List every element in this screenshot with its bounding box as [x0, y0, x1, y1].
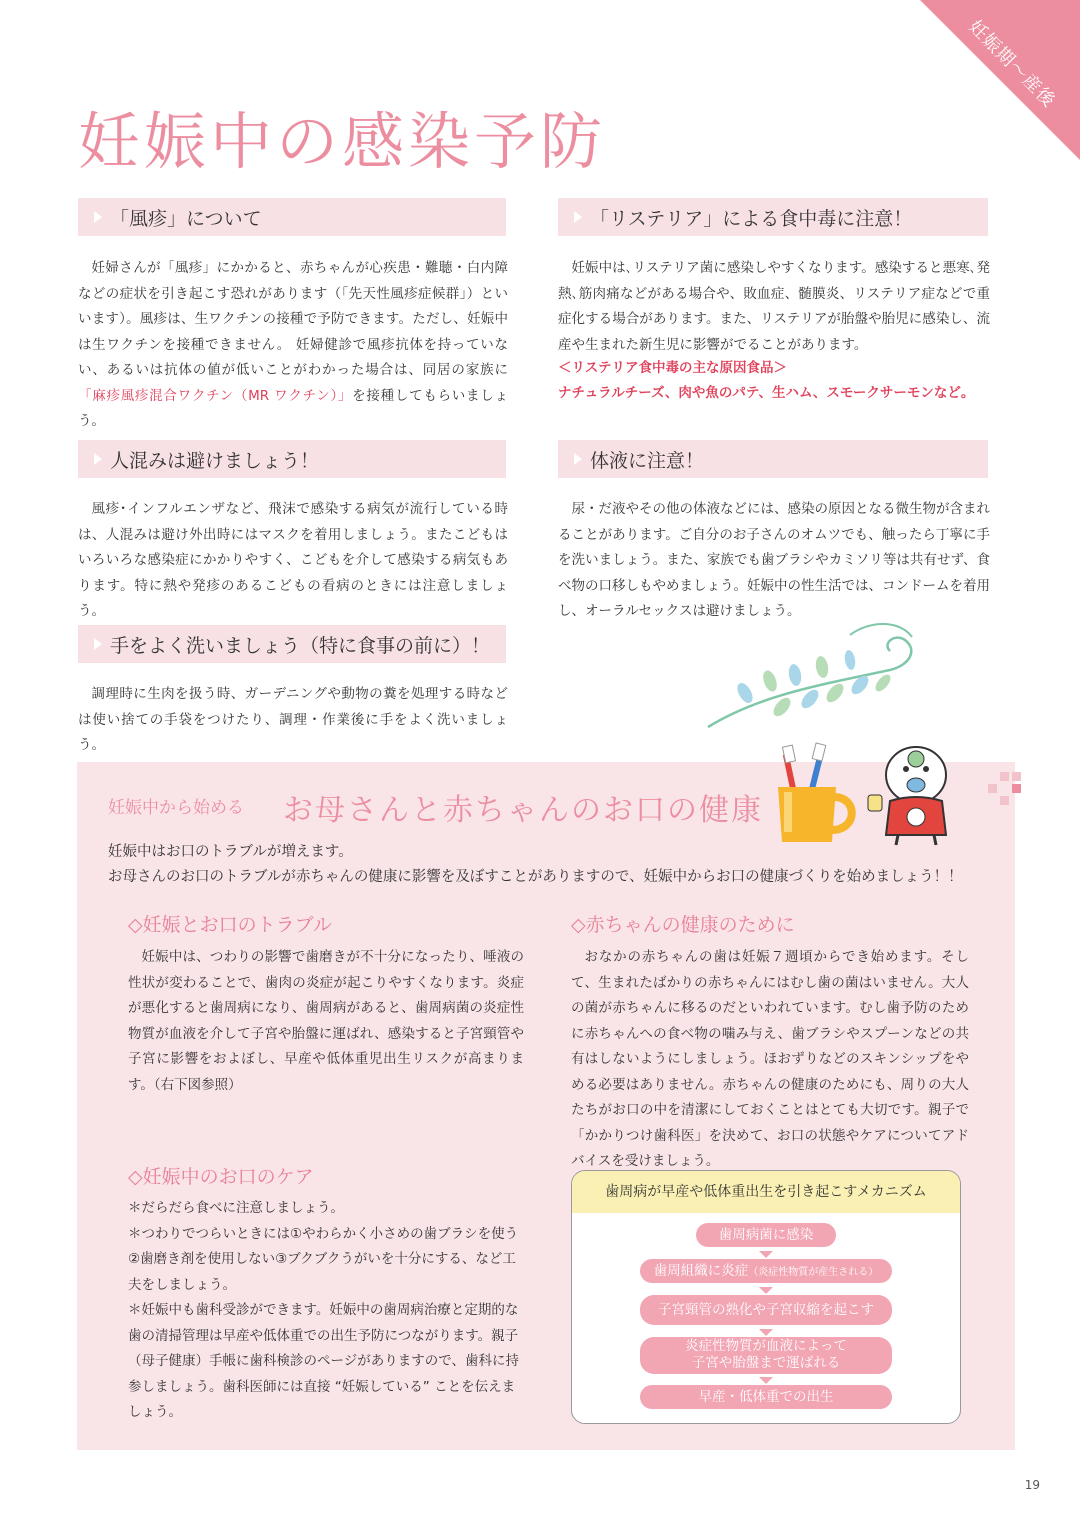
mechanism-step-4-line-1: 炎症性物質が血液によって	[685, 1338, 847, 1354]
oral-title: お母さんと赤ちゃんのお口の健康	[283, 793, 763, 828]
mechanism-step-5: 早産・低体重での出生	[640, 1385, 892, 1409]
listeria-foods-label: ＜リステリア食中毒の主な原因食品＞	[558, 360, 787, 376]
section-heading-text: 人混みは避けましょう！	[110, 449, 320, 472]
oral-lead: 妊娠中から始める	[108, 798, 244, 818]
triangle-bullet-icon	[94, 638, 102, 650]
mechanism-step-2	[640, 1259, 892, 1283]
section-heading-fluids	[558, 440, 988, 478]
triangle-bullet-icon	[574, 211, 582, 223]
rubella-text-end: を接種してもらいましょう。	[78, 387, 509, 429]
mechanism-step-4	[640, 1337, 892, 1374]
mechanism-step-2-note: （炎症性物質が産生される）	[748, 1267, 879, 1278]
mechanism-title: 歯周病が早産や低体重出生を引き起こすメカニズム	[572, 1171, 960, 1213]
mechanism-step-2-text: 歯周組織に炎症	[653, 1263, 749, 1279]
trouble-text: 妊娠中は、つわりの影響で歯磨きが不十分になったり、唾液の性状が変わることで、歯肉の炎症が起こりやすくなります。炎症が悪化すると歯周病になり、歯周病があると、歯周病菌の炎症性物質が血液を介して子宮や胎盤に運ばれ、感染すると子宮頸管や子宮に影響をおよぼし、早産や低体重児出生リスクが高まります。（右下図参照）	[128, 949, 524, 1093]
care-line-3: ＊妊娠中も歯科受診ができます。妊娠中の歯周病治療と定期的な歯の清掃管理は早産や低体重での出生予防につながります。親子（母子健康）手帳に歯科検診のページがありますので、歯科に持参しましょう。歯科医師には直接 “妊娠している” ことを伝えましょう。	[128, 1302, 519, 1420]
rubella-text-main: 妊婦さんが「風疹」にかかると、赤ちゃんが心疾患・難聴・白内障などの症状を引き起こす恐れがあります（「先天性風疹症候群」）といいます）。風疹は、生ワクチンの接種で予防できます。ただし、妊娠中は生ワクチンを接種できません。 妊婦健診で風疹抗体を持っていない、あるいは抗体の値が低いことがわかった場合は、同居の家族に	[78, 260, 508, 378]
arrow-down-icon	[759, 1377, 773, 1384]
section-heading-text: 「風疹」について	[110, 207, 262, 230]
oral-intro	[108, 840, 963, 890]
leaf-vine-icon	[700, 615, 930, 735]
section-heading-handwash	[78, 625, 506, 663]
baby-text: おなかの赤ちゃんの歯は妊娠７週頃からでき始めます。そして、生まれたばかりの赤ちゃんにはむし歯の菌はいません。大人の菌が赤ちゃんに移るのだといわれています。むし歯予防のために赤ちゃんへの食べ物の噛み与え、歯ブラシやスプーンなどの共有はしないようにしましょう。ほおずりなどのスキンシップをやめる必要はありません。赤ちゃんの健康のためにも、周りの大人たちがお口の中を清潔にしておくことはとても大切です。親子で「かかりつけ歯科医」を決めて、お口の状態やケアについてアドバイスを受けましょう。	[571, 949, 969, 1169]
section-heading-text: 「リステリア」による食中毒に注意！	[590, 207, 913, 230]
triangle-bullet-icon	[94, 211, 102, 223]
corner-tab-label: 妊娠期〜産後	[964, 16, 1060, 112]
handwash-text: 調理時に生肉を扱う時、ガーデニングや動物の糞を処理する時などは使い捨ての手袋をつけたり、調理・作業後に手をよく洗いましょう。	[78, 686, 508, 753]
oral-intro-line-2: お母さんのお口のトラブルが赤ちゃんの健康に影響を及ぼすことがありますので、妊娠中からお口の健康づくりを始めましょう！！	[108, 869, 963, 885]
triangle-bullet-icon	[94, 453, 102, 465]
mechanism-diagram	[571, 1170, 961, 1424]
mechanism-step-1: 歯周病菌に感染	[696, 1223, 836, 1247]
fluids-text: 尿・だ液やその他の体液などには、感染の原因となる微生物が含まれることがあります。ご自分のお子さんのオムツでも、触ったら丁寧に手を洗いましょう。また、家族でも歯ブラシやカミソリ等は共有せず、食べ物の口移しもやめましょう。妊娠中の性生活では、コンドームを着用し、オーラルセックスは避けましょう。	[558, 501, 990, 619]
sub-heading-trouble: ◇妊娠とお口のトラブル	[128, 914, 332, 936]
dentist-mascot-icon	[858, 735, 963, 847]
care-line-1: ＊だらだら食べに注意しましょう。	[128, 1200, 344, 1216]
listeria-foods: ナチュラルチーズ、肉や魚のパテ、生ハム、スモークサーモンなど。	[558, 385, 975, 401]
arrow-down-icon	[759, 1251, 773, 1258]
section-heading-text: 手をよく洗いましょう（特に食事の前に）！	[110, 634, 491, 657]
rubella-vaccine-highlight: 「麻疹風疹混合ワクチン（MR ワクチン）」	[78, 387, 353, 404]
arrow-down-icon	[759, 1329, 773, 1336]
sub-heading-care: ◇妊娠中のお口のケア	[128, 1166, 314, 1188]
triangle-bullet-icon	[574, 453, 582, 465]
crowds-text: 風疹･インフルエンザなど、飛沫で感染する病気が流行している時は、人混みは避け外出時にはマスクを着用しましょう。またこどもはいろいろな感染症にかかりやすく、こどもを介して感染する病気もあります。特に熱や発疹のあるこどもの看病のときには注意しましょう。	[78, 501, 508, 619]
rubella-text	[78, 256, 508, 435]
section-heading-crowds	[78, 440, 506, 478]
section-heading-text: 体液に注意！	[590, 449, 705, 472]
arrow-down-icon	[759, 1287, 773, 1294]
sub-heading-baby: ◇赤ちゃんの健康のために	[571, 914, 795, 936]
care-text	[128, 1196, 524, 1426]
section-heading-rubella	[78, 198, 506, 236]
section-heading-listeria	[558, 198, 988, 236]
care-line-2: ＊つわりでつらいときには①やわらかく小さめの歯ブラシを使う②歯磨き剤を使用しない③ブクブクうがいを十分にする、など工夫をしましょう。	[128, 1225, 519, 1293]
toothbrush-cup-icon	[770, 742, 865, 847]
oral-intro-line-1: 妊娠中はお口のトラブルが増えます。	[108, 844, 353, 860]
listeria-text: 妊娠中は､リステリア菌に感染しやすくなります。感染すると悪寒､発熱､筋肉痛などがある場合や、敗血症、髄膜炎、リステリア症などで重症化する場合があります。また、リステリアが胎盤や胎児に感染し、流産や生まれた新生児に影響がでることがあります。	[558, 260, 990, 353]
page-number: 19	[1024, 1478, 1040, 1492]
mechanism-step-4-line-2: 子宮や胎盤まで運ばれる	[691, 1355, 841, 1371]
corner-tab	[920, 0, 1080, 160]
page-title: 妊娠中の感染予防	[78, 105, 607, 178]
mechanism-step-3: 子宮頸管の熟化や子宮収縮を起こす	[640, 1295, 892, 1325]
